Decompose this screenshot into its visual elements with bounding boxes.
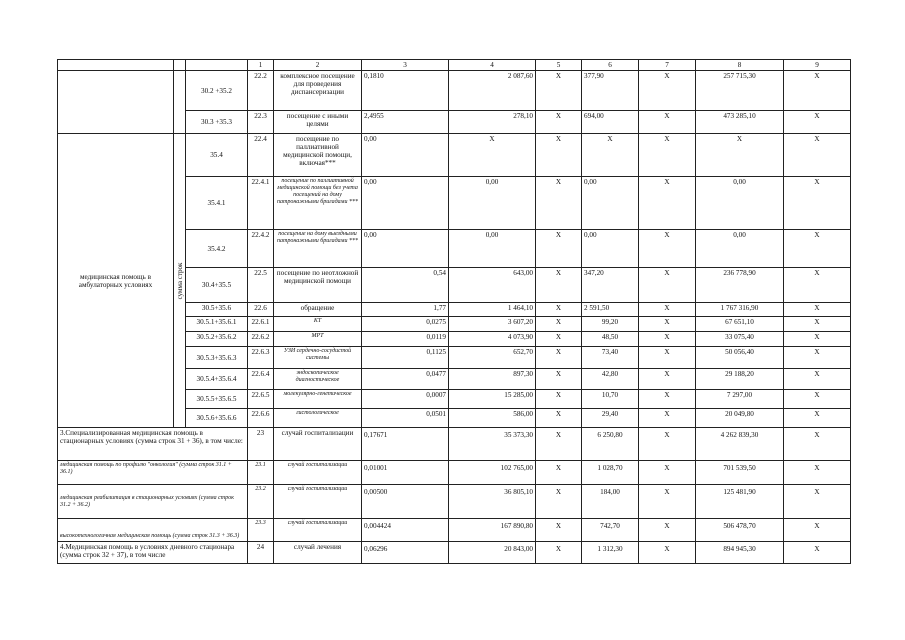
value-cell: X — [536, 542, 582, 564]
unit-cell: обращение — [274, 303, 362, 317]
section-label-day-hospital: 4.Медицинская помощь в условиях дневного стационара (сумма строк 32 + 37), в том числе — [58, 542, 248, 564]
value-cell: X — [784, 111, 851, 134]
value-cell: X — [784, 542, 851, 564]
row-code: 30.5.3+35.6.3 — [186, 347, 248, 369]
value-cell: 29 188,20 — [696, 369, 784, 390]
value-cell: X — [784, 230, 851, 268]
value-cell: 6 250,80 — [582, 428, 639, 461]
value-cell: X — [639, 332, 696, 347]
value-cell: 2,4955 — [362, 111, 449, 134]
value-cell: 236 778,90 — [696, 268, 784, 303]
value-cell: 20 843,00 — [449, 542, 536, 564]
unit-cell: посещение по неотложной медицинской помощи — [274, 268, 362, 303]
value-cell: X — [639, 317, 696, 332]
row-code: 35.4.2 — [186, 230, 248, 268]
value-cell: 0,00 — [696, 230, 784, 268]
unit-cell: УЗИ сердечно-сосудистой системы — [274, 347, 362, 369]
value-cell: 7 297,00 — [696, 390, 784, 409]
value-cell: 897,30 — [449, 369, 536, 390]
unit-cell: эндоскопическое диагностическое — [274, 369, 362, 390]
table-row — [58, 71, 851, 111]
value-cell: 0,0007 — [362, 390, 449, 409]
value-cell: X — [536, 230, 582, 268]
value-cell: 1 312,30 — [582, 542, 639, 564]
row-number: 23.2 — [248, 485, 274, 519]
value-cell: 0,1810 — [362, 71, 449, 111]
value-cell: X — [784, 268, 851, 303]
value-cell: X — [536, 111, 582, 134]
value-cell: X — [639, 409, 696, 428]
value-cell: 0,00 — [362, 230, 449, 268]
row-number: 23.3 — [248, 519, 274, 542]
value-cell: 506 478,70 — [696, 519, 784, 542]
value-cell: 1 028,70 — [582, 461, 639, 485]
value-cell: 0,54 — [362, 268, 449, 303]
value-cell: 4 073,90 — [449, 332, 536, 347]
value-cell: X — [784, 177, 851, 230]
unit-cell: гистологическое — [274, 409, 362, 428]
value-cell: 0,00 — [362, 177, 449, 230]
value-cell: 0,00 — [582, 177, 639, 230]
value-cell: X — [784, 461, 851, 485]
value-cell: X — [639, 428, 696, 461]
value-cell: X — [536, 71, 582, 111]
value-cell: X — [784, 519, 851, 542]
row-number: 22.6.6 — [248, 409, 274, 428]
value-cell: 50 056,40 — [696, 347, 784, 369]
value-cell: X — [639, 177, 696, 230]
column-number: 4 — [449, 60, 536, 71]
value-cell: 694,00 — [582, 111, 639, 134]
value-cell: 2 087,60 — [449, 71, 536, 111]
value-cell: X — [784, 317, 851, 332]
value-cell: 0,00 — [449, 177, 536, 230]
row-number: 22.6.4 — [248, 369, 274, 390]
value-cell: X — [536, 369, 582, 390]
value-cell: 15 285,00 — [449, 390, 536, 409]
value-cell: 2 591,50 — [582, 303, 639, 317]
value-cell: X — [536, 134, 582, 177]
row-number: 22.6.3 — [248, 347, 274, 369]
value-cell: 1 767 316,90 — [696, 303, 784, 317]
unit-cell: случай госпитализации — [274, 461, 362, 485]
column-number-row — [58, 60, 851, 71]
value-cell: 10,70 — [582, 390, 639, 409]
row-code: 30.5.2+35.6.2 — [186, 332, 248, 347]
value-cell: X — [639, 268, 696, 303]
value-cell: X — [536, 519, 582, 542]
value-cell: 0,01001 — [362, 461, 449, 485]
column-number: 7 — [639, 60, 696, 71]
row-number: 22.6.5 — [248, 390, 274, 409]
row-code: 30.3 +35.3 — [186, 111, 248, 134]
value-cell: 4 262 839,30 — [696, 428, 784, 461]
value-cell: 0,00 — [582, 230, 639, 268]
data-table — [57, 59, 851, 564]
value-cell: 67 651,10 — [696, 317, 784, 332]
ambulatory-side-label: сумма строк — [174, 134, 186, 428]
value-cell: 257 715,30 — [696, 71, 784, 111]
value-cell: X — [639, 111, 696, 134]
value-cell: 0,004424 — [362, 519, 449, 542]
value-cell: 278,10 — [449, 111, 536, 134]
table-row — [58, 485, 851, 519]
section-label-specialized: 3.Специализированная медицинская помощь в стационарных условиях (сумма строк 31 + 36), в том числе: — [58, 428, 248, 461]
value-cell: 473 285,10 — [696, 111, 784, 134]
value-cell: 0,0119 — [362, 332, 449, 347]
column-number: 6 — [582, 60, 639, 71]
value-cell: X — [536, 177, 582, 230]
value-cell: 102 765,00 — [449, 461, 536, 485]
value-cell: X — [639, 390, 696, 409]
value-cell: X — [639, 303, 696, 317]
value-cell: X — [536, 461, 582, 485]
value-cell: X — [639, 461, 696, 485]
unit-cell: случай госпитализации — [274, 428, 362, 461]
value-cell: X — [449, 134, 536, 177]
row-code: 30.5+35.6 — [186, 303, 248, 317]
row-number: 23.1 — [248, 461, 274, 485]
unit-cell: молекулярно-генетическое — [274, 390, 362, 409]
unit-cell: посещение с иными целями — [274, 111, 362, 134]
row-code: 30.5.5+35.6.5 — [186, 390, 248, 409]
value-cell: X — [536, 390, 582, 409]
value-cell: 0,00 — [696, 177, 784, 230]
value-cell: 36 805,10 — [449, 485, 536, 519]
row-number: 24 — [248, 542, 274, 564]
row-number: 22.4.1 — [248, 177, 274, 230]
row-number: 23 — [248, 428, 274, 461]
row-code: 30.4+35.5 — [186, 268, 248, 303]
column-number: 1 — [248, 60, 274, 71]
value-cell: X — [536, 332, 582, 347]
value-cell: X — [536, 409, 582, 428]
row-number: 22.4 — [248, 134, 274, 177]
column-number: 9 — [784, 60, 851, 71]
row-number: 22.6.2 — [248, 332, 274, 347]
value-cell: X — [639, 485, 696, 519]
value-cell: 0,0501 — [362, 409, 449, 428]
value-cell: 1 464,10 — [449, 303, 536, 317]
sub-row-label: медицинская помощь по профилю "онкология" (сумма строк 31.1 + 36.1) — [58, 461, 248, 485]
value-cell: X — [639, 347, 696, 369]
row-code: 30.5.6+35.6.6 — [186, 409, 248, 428]
value-cell: X — [639, 71, 696, 111]
value-cell: 35 373,30 — [449, 428, 536, 461]
table-row — [58, 428, 851, 461]
value-cell: X — [784, 332, 851, 347]
row-number: 22.6.1 — [248, 317, 274, 332]
value-cell: 347,20 — [582, 268, 639, 303]
value-cell: X — [536, 347, 582, 369]
unit-cell: комплексное посещение для проведения диспансеризации — [274, 71, 362, 111]
unit-cell: МРТ — [274, 332, 362, 347]
value-cell: 0,06296 — [362, 542, 449, 564]
row-code: 30.5.4+35.6.4 — [186, 369, 248, 390]
value-cell: 0,00 — [362, 134, 449, 177]
value-cell: X — [784, 409, 851, 428]
column-number: 8 — [696, 60, 784, 71]
row-code: 30.5.1+35.6.1 — [186, 317, 248, 332]
value-cell: X — [536, 268, 582, 303]
value-cell: 0,00 — [449, 230, 536, 268]
sub-row-label: медицинская реабилитация в стационарных условиях (сумма строк 31.2 + 36.2) — [58, 485, 248, 519]
value-cell: 0,17671 — [362, 428, 449, 461]
ambulatory-group-label: медицинская помощь в амбулаторных условиях — [58, 134, 174, 428]
column-number: 5 — [536, 60, 582, 71]
row-code: 35.4.1 — [186, 177, 248, 230]
value-cell: 48,50 — [582, 332, 639, 347]
value-cell: X — [784, 134, 851, 177]
value-cell: 3 607,20 — [449, 317, 536, 332]
value-cell: 0,00500 — [362, 485, 449, 519]
value-cell: 742,70 — [582, 519, 639, 542]
value-cell: 20 049,80 — [696, 409, 784, 428]
value-cell: 0,1125 — [362, 347, 449, 369]
value-cell: 29,40 — [582, 409, 639, 428]
value-cell: 586,00 — [449, 409, 536, 428]
value-cell: X — [639, 369, 696, 390]
value-cell: 167 890,80 — [449, 519, 536, 542]
value-cell: 894 945,30 — [696, 542, 784, 564]
value-cell: X — [639, 542, 696, 564]
value-cell: 0,0275 — [362, 317, 449, 332]
value-cell: 0,0477 — [362, 369, 449, 390]
value-cell: X — [582, 134, 639, 177]
value-cell: X — [639, 230, 696, 268]
value-cell: 652,70 — [449, 347, 536, 369]
value-cell: 33 075,40 — [696, 332, 784, 347]
value-cell: X — [696, 134, 784, 177]
value-cell: X — [639, 519, 696, 542]
value-cell: X — [784, 71, 851, 111]
row-number: 22.6 — [248, 303, 274, 317]
unit-cell: КТ — [274, 317, 362, 332]
value-cell: 42,80 — [582, 369, 639, 390]
value-cell: X — [536, 485, 582, 519]
value-cell: X — [784, 485, 851, 519]
unit-cell: посещение по паллиативной медицинской помощи без учета посещений на дому патронажными бригадами *** — [274, 177, 362, 230]
value-cell: X — [639, 134, 696, 177]
unit-cell: случай госпитализации — [274, 519, 362, 542]
row-number: 22.3 — [248, 111, 274, 134]
table-row — [58, 134, 851, 177]
unit-cell: случай лечения — [274, 542, 362, 564]
value-cell: 73,40 — [582, 347, 639, 369]
sub-row-label: высокотехнологичная медицинская помощь (сумма строк 31.3 + 36.3) — [58, 519, 248, 542]
row-number: 22.5 — [248, 268, 274, 303]
unit-cell: посещение на дому выездными патронажными бригадами *** — [274, 230, 362, 268]
value-cell: 184,00 — [582, 485, 639, 519]
column-number: 2 — [274, 60, 362, 71]
table-row — [58, 461, 851, 485]
value-cell: X — [784, 369, 851, 390]
row-code: 35.4 — [186, 134, 248, 177]
value-cell: 125 481,90 — [696, 485, 784, 519]
column-number: 3 — [362, 60, 449, 71]
value-cell: 99,20 — [582, 317, 639, 332]
row-number: 22.2 — [248, 71, 274, 111]
value-cell: 377,90 — [582, 71, 639, 111]
value-cell: X — [784, 303, 851, 317]
value-cell: X — [536, 317, 582, 332]
value-cell: X — [784, 347, 851, 369]
value-cell: X — [536, 303, 582, 317]
value-cell: X — [536, 428, 582, 461]
row-number: 22.4.2 — [248, 230, 274, 268]
value-cell: X — [784, 390, 851, 409]
table-row — [58, 542, 851, 564]
value-cell: 701 539,50 — [696, 461, 784, 485]
unit-cell: случай госпитализации — [274, 485, 362, 519]
unit-cell: посещение по паллиативной медицинской помощи, включая*** — [274, 134, 362, 177]
row-code: 30.2 +35.2 — [186, 71, 248, 111]
table-row — [58, 519, 851, 542]
value-cell: 1,77 — [362, 303, 449, 317]
value-cell: 643,00 — [449, 268, 536, 303]
value-cell: X — [784, 428, 851, 461]
